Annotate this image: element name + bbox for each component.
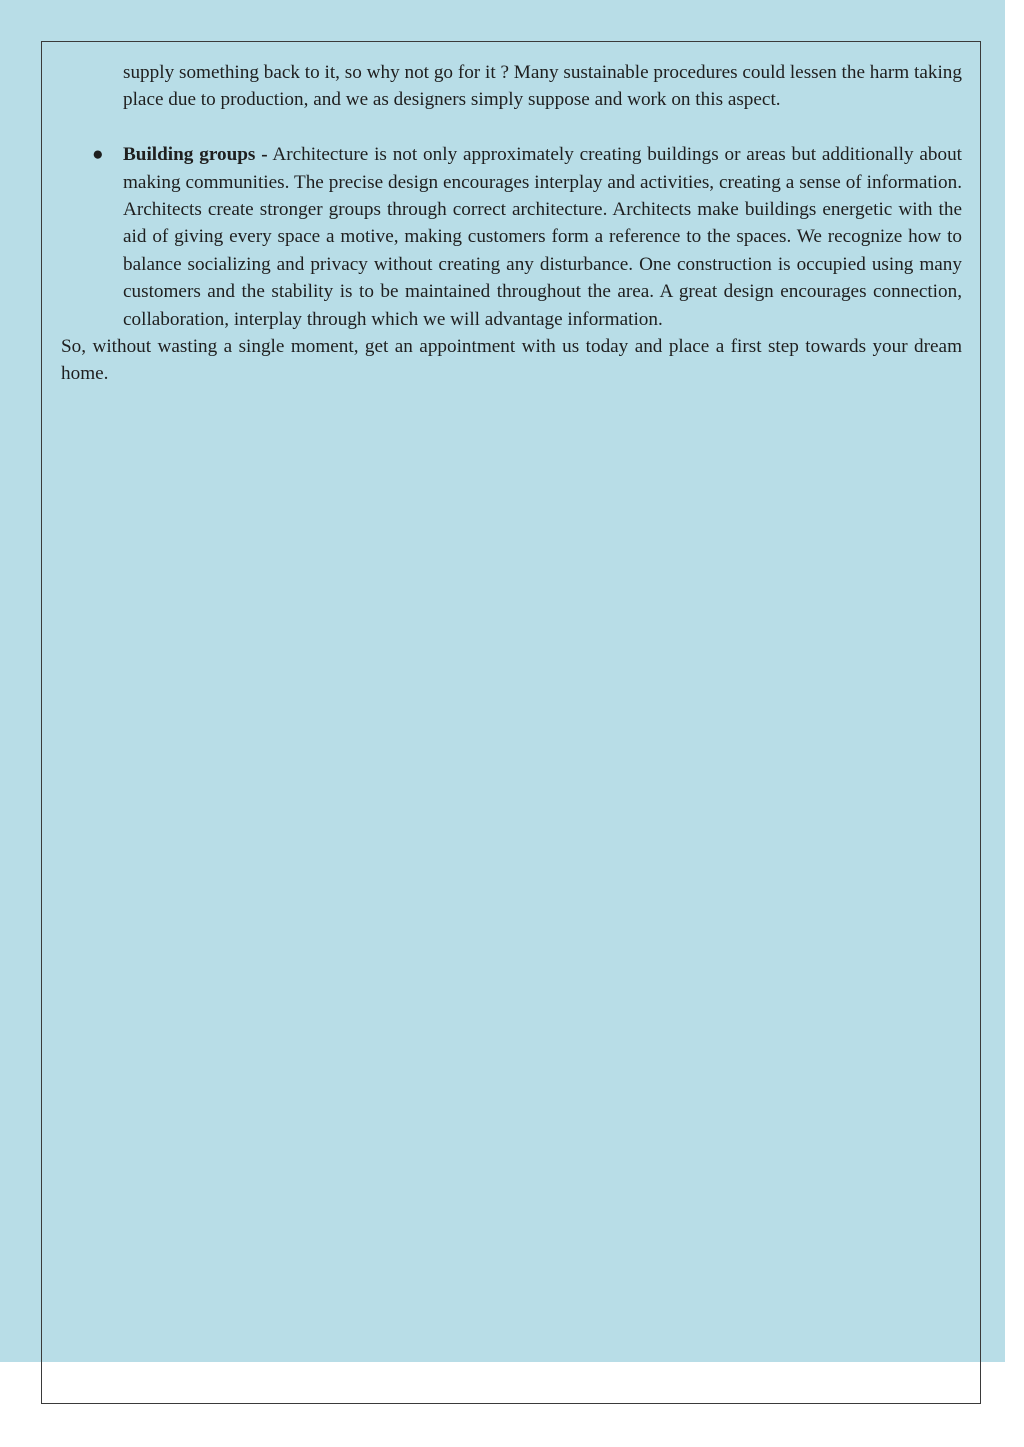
bullet-dot-icon: ● [92, 144, 104, 166]
document-body [61, 59, 962, 388]
bullet-list-item [61, 141, 962, 333]
closing-paragraph: So, without wasting a single moment, get an appointment with us today and place a first step towards your dream home. [61, 336, 962, 385]
bullet-body-text: Architecture is not only approximately creating buildings or areas but additionally about making communities. The precise design encourages interplay and activities, creating a sense of information. Architects create stronger groups through correct architecture. Architects make buildings energetic with the aid of giving every space a motive, making customers form a reference to the spaces. We recognize how to balance socializing and privacy without creating any disturbance. One construction is occupied using many customers and the stability is to be maintained throughout the area. A great design encourages connection, collaboration, interplay through which we will advantage information. [123, 144, 962, 330]
bullet-heading: Building groups - [123, 144, 268, 166]
continued-paragraph: supply something back to it, so why not go for it ? Many sustainable procedures could lessen the harm taking place due to production, and we as designers simply suppose and work on this aspect. [123, 62, 962, 111]
